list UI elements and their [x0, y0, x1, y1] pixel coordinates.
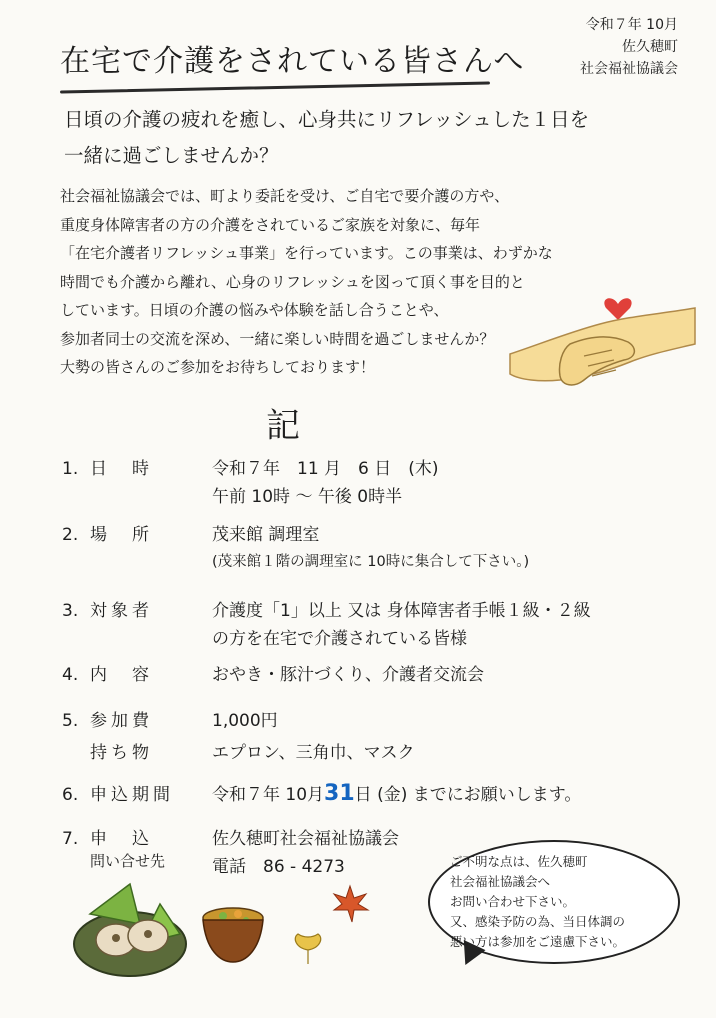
org-name: 社会福祉協議会 [580, 61, 678, 77]
item-value-2: 電話 86 - 4273 [212, 857, 345, 877]
body-line: 大勢の皆さんのご参加をお待ちしております！ [60, 358, 376, 376]
body-line: 時間でも介護から離れ、心身のリフレッシュを図って頂く事を目的と [60, 272, 525, 291]
notice-mark: 記 [266, 406, 300, 446]
maple-leaf-icon [330, 884, 370, 924]
org-town: 佐久穂町 [622, 39, 678, 55]
item-label: 場 所 [90, 525, 153, 545]
deadline-post: 日 (金) までにお願いします。 [354, 785, 582, 805]
bubble-line: 又、感染予防の為、当日体調の [450, 914, 626, 929]
item-fee [62, 706, 662, 766]
lead-line: 日頃の介護の疲れを癒し、心身共にリフレッシュした１日を [64, 108, 590, 131]
item-number: 7. [62, 829, 79, 849]
body-line: しています。日頃の介護の悩みや体験を話し合うことや、 [60, 301, 449, 319]
bubble-line: お問い合わせ下さい。 [450, 894, 576, 909]
item-label-2: 問い合せ先 [90, 852, 166, 870]
item-label: 対象者 [90, 601, 153, 621]
tonjiru-bowl-illustration [198, 900, 268, 970]
bubble-line: 社会福祉協議会へ [450, 874, 551, 889]
item-number: 6. [62, 785, 79, 805]
body-line: 参加者同士の交流を深め、一緒に楽しい時間を過ごしませんか？ [60, 329, 495, 348]
item-label: 申込期間 [90, 785, 174, 805]
body-line: 社会福祉協議会では、町より委託を受け、ご自宅で要介護の方や、 [60, 187, 510, 205]
issue-date: 令和７年 10月 [585, 17, 678, 33]
page-title: 在宅で介護をされている皆さんへ [60, 44, 525, 79]
item-value: 茂来館 調理室 [212, 525, 320, 545]
header-org-block [528, 14, 678, 80]
bubble-line: ご不明な点は、佐久穂町 [450, 854, 588, 869]
item-value-2: の方を在宅で介護されている皆様 [212, 629, 467, 649]
item-value: 1,000円 [212, 711, 278, 731]
item-value-2: 午前 10時 〜 午後 0時半 [212, 487, 403, 507]
deadline-pre: 令和７年 10月 [212, 785, 325, 805]
item-apply-period [62, 780, 682, 810]
item-value: 介護度「1」以上 又は 身体障害者手帳１級・２級 [212, 601, 591, 621]
item-value [212, 780, 581, 806]
item-label: 日 時 [90, 459, 153, 479]
title-underline [60, 81, 490, 93]
bubble-line: 悪い方は参加をご遠慮下さい。 [450, 934, 626, 949]
item-value: 令和７年 11 月 6 日 (木) [212, 459, 439, 479]
body-line: 「在宅介護者リフレッシュ事業」を行っています。この事業は、わずかな [60, 244, 553, 262]
item-label: 参加費 [90, 711, 153, 731]
item-number: 1. [62, 459, 79, 479]
ginkgo-leaf-icon [288, 928, 328, 968]
item-value: おやき・豚汁づくり、介護者交流会 [212, 665, 484, 685]
lead-text [64, 102, 624, 174]
notice-bubble-text [450, 852, 660, 952]
item-place [62, 520, 662, 580]
item-value: 佐久穂町社会福祉協議会 [212, 829, 399, 849]
item-target [62, 596, 662, 656]
item-number: 4. [62, 665, 79, 685]
item-label: 申 込 [90, 829, 153, 849]
item-value-2: (茂来館１階の調理室に 10時に集合して下さい。) [212, 554, 530, 570]
item-label-2: 持ち物 [90, 743, 153, 763]
deadline-day: 31 [324, 781, 355, 806]
body-line: 重度身体障害者の方の介護をされているご家族を対象に、毎年 [60, 215, 481, 234]
item-datetime [62, 454, 622, 514]
handshake-heart-illustration [500, 284, 700, 404]
heart-icon [604, 298, 631, 320]
item-label: 内 容 [90, 665, 153, 685]
item-number: 3. [62, 601, 79, 621]
item-number: 2. [62, 525, 79, 545]
lead-line: 一緒に過ごしませんか？ [64, 144, 279, 167]
item-value-2: エプロン、三角巾、マスク [212, 743, 415, 763]
item-number: 5. [62, 711, 79, 731]
oyaki-illustration [70, 874, 190, 984]
item-content [62, 660, 662, 690]
